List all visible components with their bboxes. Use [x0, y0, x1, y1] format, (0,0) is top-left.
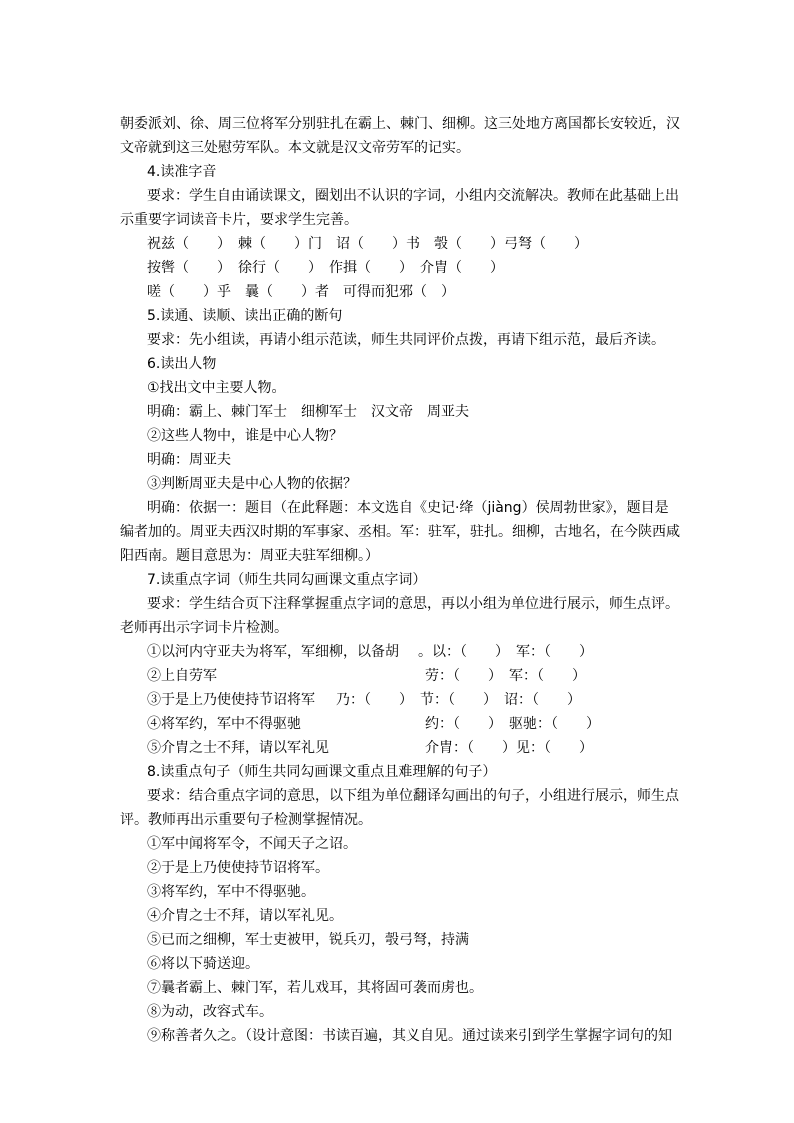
text-line: 明确：霸上、棘门军士 细柳军士 汉文帝 周亚夫: [147, 404, 469, 420]
text-line: 明确：依据一：题目（在此释题：本文选自《史记·绛（jiàng）侯周勃世家》，题目是: [147, 500, 669, 516]
text-line: 5.读通、读顺、读出正确的断句: [147, 308, 343, 324]
text-line: 要求：先小组读，再请小组示范读，师生共同评价点拨，再请下组示范，最后齐读。: [147, 332, 665, 348]
text-line: 评。教师再出示重要句子检测掌握情况。: [120, 812, 372, 828]
text-line: ②上自劳军: [147, 668, 217, 684]
text-line: 文帝就到这三处慰劳军队。本文就是汉文帝劳军的记实。: [120, 140, 470, 156]
text-line: ③将军约，军中不得驱驰。: [147, 884, 315, 900]
text-line: ⑧为动，改容式车。: [147, 1004, 273, 1020]
text-line: 。以：（ ） 军：（ ）: [418, 644, 593, 660]
text-line: 朝委派刘、徐、周三位将军分别驻扎在霸上、棘门、细柳。这三处地方离国都长安较近，汉: [120, 116, 680, 132]
text-line: 要求：学生结合页下注释掌握重点字词的意思，再以小组为单位进行展示，师生点评。: [147, 596, 679, 612]
text-line: 8.读重点句子（师生共同勾画课文重点且难理解的句子）: [147, 764, 497, 780]
text-line: 按辔（ ） 徐行（ ） 作揖（ ） 介胄（ ）: [147, 260, 504, 276]
text-line: ①军中闻将军令，不闻天子之诏。: [147, 836, 357, 852]
text-line: ①以河内守亚夫为将军，军细柳，以备胡: [147, 644, 399, 660]
text-line: 明确：周亚夫: [147, 452, 231, 468]
text-line: 乃：（ ） 节：（ ） 诏：（ ）: [336, 692, 581, 708]
text-line: 老师再出示字词卡片检测。: [120, 620, 288, 636]
text-line: ⑦曩者霸上、棘门军，若儿戏耳，其将固可袭而虏也。: [147, 980, 483, 996]
text-line: ⑨称善者久之。（设计意图：书读百遍，其义自见。通过读来引到学生掌握字词句的知: [147, 1028, 672, 1044]
text-line: 阳西南。题目意思为：周亚夫驻军细柳。）: [120, 548, 379, 564]
text-line: 约：（ ） 驱驰：（ ）: [425, 716, 600, 732]
text-line: 6.读出人物: [147, 356, 217, 372]
text-line: ②这些人物中，谁是中心人物？: [147, 428, 343, 444]
text-line: ④将军约，军中不得驱驰: [147, 716, 301, 732]
text-line: ④介胄之士不拜，请以军礼见。: [147, 908, 343, 924]
text-line: 4.读准字音: [147, 164, 217, 180]
text-line: ①找出文中主要人物。: [147, 380, 286, 396]
text-line: 介胄：（ ）见：（ ）: [425, 740, 593, 756]
text-line: ③于是上乃使使持节诏将军: [147, 692, 315, 708]
text-line: 示重要字词读音卡片，要求学生完善。: [120, 212, 358, 228]
text-line: 编者加的。周亚夫西汉时期的军事家、丞相。军：驻军，驻扎。细柳，古地名，在今陕西咸: [120, 524, 680, 540]
text-line: 嗟（ ）乎 曩（ ）者 可得而犯邪（ ）: [147, 284, 455, 300]
text-line: 7.读重点字词（师生共同勾画课文重点字词）: [147, 572, 427, 588]
text-line: ⑥将以下骑送迎。: [147, 956, 259, 972]
text-line: 劳：（ ） 军：（ ）: [425, 668, 586, 684]
text-line: ⑤已而之细柳，军士吏被甲，锐兵刃，彀弓弩，持满: [147, 932, 469, 948]
text-line: ②于是上乃使使持节诏将军。: [147, 860, 329, 876]
text-line: 要求：学生自由诵读课文，圈划出不认识的字词，小组内交流解决。教师在此基础上出: [147, 188, 679, 204]
text-line: ③判断周亚夫是中心人物的依据？: [147, 476, 357, 492]
text-line: ⑤介胄之士不拜，请以军礼见: [147, 740, 329, 756]
text-line: 要求：结合重点字词的意思，以下组为单位翻译勾画出的句子，小组进行展示，师生点: [147, 788, 679, 804]
text-line: 祝兹（ ） 棘（ ）门 诏（ ）书 彀（ ）弓弩（ ）: [147, 236, 588, 252]
